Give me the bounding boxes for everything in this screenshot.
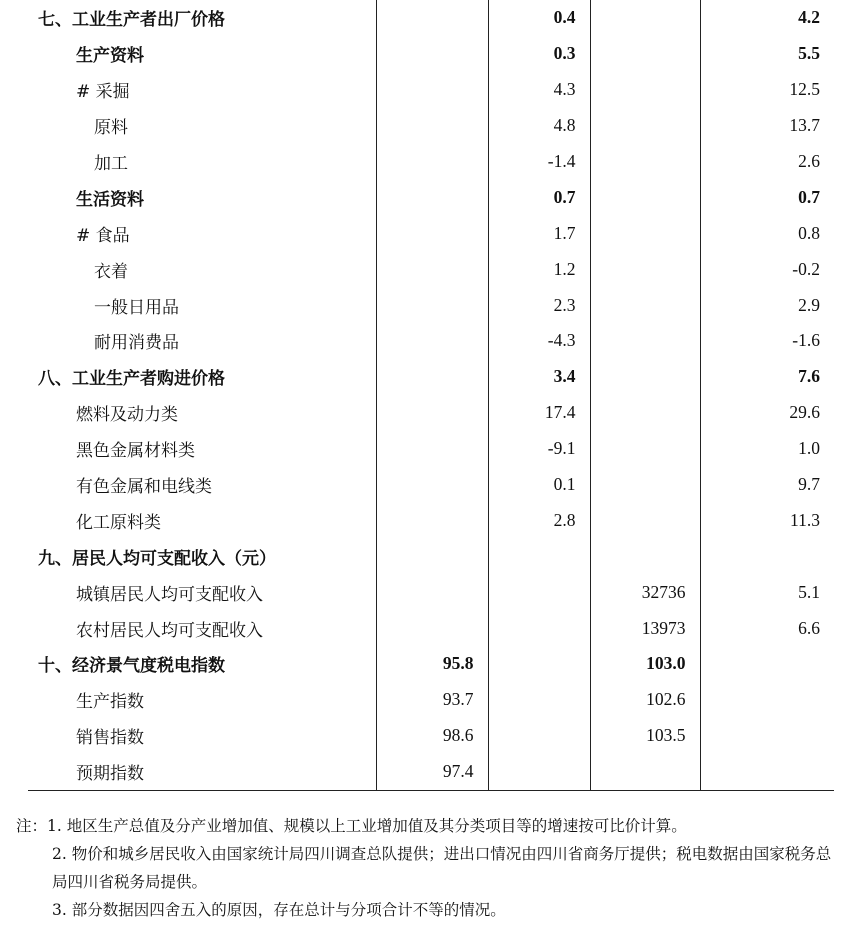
- table-cell: 1.2: [488, 251, 590, 287]
- table-row: [28, 682, 834, 718]
- table-row: [28, 287, 834, 323]
- table-cell: [590, 323, 700, 359]
- table-row: [28, 144, 834, 180]
- table-cell: [376, 144, 488, 180]
- table-cell: 103.0: [590, 646, 700, 682]
- table-cell: [590, 215, 700, 251]
- table-row: [28, 179, 834, 215]
- table-cell: [376, 287, 488, 323]
- row-label: 原料: [28, 108, 376, 144]
- table-cell: [590, 538, 700, 574]
- table-row: [28, 718, 834, 754]
- footnote-1: 注：1. 地区生产总值及分产业增加值、规模以上工业增加值及其分类项目等的增速按可比价计算。: [16, 817, 687, 835]
- table-cell: [590, 287, 700, 323]
- table-cell: 103.5: [590, 718, 700, 754]
- table-cell: [590, 754, 700, 790]
- table-cell: [590, 502, 700, 538]
- table-cell: 5.1: [798, 581, 820, 602]
- table-cell: 7.6: [798, 366, 820, 387]
- table-cell: [376, 179, 488, 215]
- table-cell: [376, 395, 488, 431]
- table-cell: 1.0: [798, 438, 820, 459]
- table-cell: 4.8: [488, 108, 590, 144]
- table-cell: 3.4: [488, 359, 590, 395]
- table-cell: 12.5: [789, 79, 820, 100]
- row-label: 七、工业生产者出厂价格: [28, 0, 376, 36]
- table-cell: [376, 0, 488, 36]
- footnotes: [16, 812, 846, 924]
- row-label: 城镇居民人均可支配收入: [28, 574, 376, 610]
- table-cell: [590, 0, 700, 36]
- table-cell: 97.4: [376, 754, 488, 790]
- table-cell: 13973: [590, 610, 700, 646]
- table-cell: 98.6: [376, 718, 488, 754]
- table-row: [28, 754, 834, 790]
- table-cell: [590, 467, 700, 503]
- table-cell: 13.7: [789, 115, 820, 136]
- table-cell: 4.3: [488, 72, 590, 108]
- row-label: 黑色金属材料类: [28, 431, 376, 467]
- row-label: 农村居民人均可支配收入: [28, 610, 376, 646]
- table-cell: [590, 251, 700, 287]
- footnote-2: 2. 物价和城乡居民收入由国家统计局四川调查总队提供；进出口情况由四川省商务厅提供；税电数据由国家税务总局四川省税务局提供。: [52, 845, 832, 891]
- table-cell: 2.3: [488, 287, 590, 323]
- row-label: 生产资料: [28, 36, 376, 72]
- table-row: [28, 538, 834, 574]
- table-cell: -1.6: [792, 330, 820, 351]
- row-label: 耐用消费品: [28, 323, 376, 359]
- table-cell: 5.5: [798, 43, 820, 64]
- table-cell: 2.8: [488, 502, 590, 538]
- table-cell: 0.7: [798, 186, 820, 207]
- table-cell: [376, 108, 488, 144]
- table-cell: [590, 72, 700, 108]
- table-row: [28, 646, 834, 682]
- table-row: [28, 610, 834, 646]
- row-label: 生产指数: [28, 682, 376, 718]
- table-cell: -4.3: [488, 323, 590, 359]
- table-cell: -1.4: [488, 144, 590, 180]
- row-label: 生活资料: [28, 179, 376, 215]
- table-cell: 32736: [590, 574, 700, 610]
- table-cell: -9.1: [488, 431, 590, 467]
- table-row: [28, 502, 834, 538]
- table-cell: 2.9: [798, 294, 820, 315]
- table-cell: [488, 754, 590, 790]
- table-cell: [590, 144, 700, 180]
- table-cell: [590, 359, 700, 395]
- table-cell: 102.6: [590, 682, 700, 718]
- table-cell: [590, 395, 700, 431]
- table-cell: [376, 215, 488, 251]
- row-label: # 采掘: [28, 72, 376, 108]
- table-row: [28, 251, 834, 287]
- row-label: 有色金属和电线类: [28, 467, 376, 503]
- table-cell: [700, 538, 834, 574]
- table-row: [28, 323, 834, 359]
- footnote-3: 3. 部分数据因四舍五入的原因，存在总计与分项合计不等的情况。: [52, 901, 506, 919]
- row-label: 九、居民人均可支配收入（元）: [28, 538, 376, 574]
- row-label: # 食品: [28, 215, 376, 251]
- table-cell: 17.4: [488, 395, 590, 431]
- row-label: 一般日用品: [28, 287, 376, 323]
- table-cell: [700, 646, 834, 682]
- table-row: [28, 0, 834, 36]
- table-cell: [376, 36, 488, 72]
- table-cell: 95.8: [376, 646, 488, 682]
- table-cell: -0.2: [792, 258, 820, 279]
- table-cell: [376, 538, 488, 574]
- row-label: 预期指数: [28, 754, 376, 790]
- table-cell: [376, 323, 488, 359]
- table-cell: [488, 718, 590, 754]
- table-cell: [376, 574, 488, 610]
- table-cell: 0.4: [488, 0, 590, 36]
- row-label: 燃料及动力类: [28, 395, 376, 431]
- table-cell: [488, 682, 590, 718]
- row-label: 化工原料类: [28, 502, 376, 538]
- table-cell: [376, 467, 488, 503]
- table-cell: [590, 431, 700, 467]
- table-cell: 0.1: [488, 467, 590, 503]
- row-label: 十、经济景气度税电指数: [28, 646, 376, 682]
- statistics-table-body: [28, 0, 834, 790]
- table-cell: 9.7: [798, 474, 820, 495]
- row-label: 加工: [28, 144, 376, 180]
- table-cell: [488, 646, 590, 682]
- table-cell: 0.3: [488, 36, 590, 72]
- table-cell: [590, 108, 700, 144]
- table-cell: [376, 610, 488, 646]
- table-cell: [488, 574, 590, 610]
- table-cell: [488, 538, 590, 574]
- table-cell: [376, 502, 488, 538]
- table-cell: [700, 718, 834, 754]
- table-cell: [700, 682, 834, 718]
- table-row: [28, 574, 834, 610]
- table-cell: 0.7: [488, 179, 590, 215]
- table-cell: 6.6: [798, 617, 820, 638]
- table-cell: [700, 754, 834, 790]
- statistics-table-container: [28, 0, 834, 791]
- table-cell: 0.8: [798, 222, 820, 243]
- table-row: [28, 108, 834, 144]
- statistics-table: [28, 0, 834, 791]
- row-label: 八、工业生产者购进价格: [28, 359, 376, 395]
- table-cell: [376, 251, 488, 287]
- table-cell: [376, 72, 488, 108]
- table-row: [28, 72, 834, 108]
- table-row: [28, 359, 834, 395]
- table-row: [28, 467, 834, 503]
- table-row: [28, 395, 834, 431]
- table-row: [28, 215, 834, 251]
- table-cell: 29.6: [789, 402, 820, 423]
- table-cell: [590, 179, 700, 215]
- table-cell: 93.7: [376, 682, 488, 718]
- table-cell: 1.7: [488, 215, 590, 251]
- table-row: [28, 36, 834, 72]
- table-cell: [376, 359, 488, 395]
- table-cell: 4.2: [798, 7, 820, 28]
- table-cell: 2.6: [798, 151, 820, 171]
- row-label: 销售指数: [28, 718, 376, 754]
- table-cell: [488, 610, 590, 646]
- table-row: [28, 431, 834, 467]
- row-label: 衣着: [28, 251, 376, 287]
- table-cell: [376, 431, 488, 467]
- table-cell: 11.3: [790, 509, 820, 530]
- table-cell: [590, 36, 700, 72]
